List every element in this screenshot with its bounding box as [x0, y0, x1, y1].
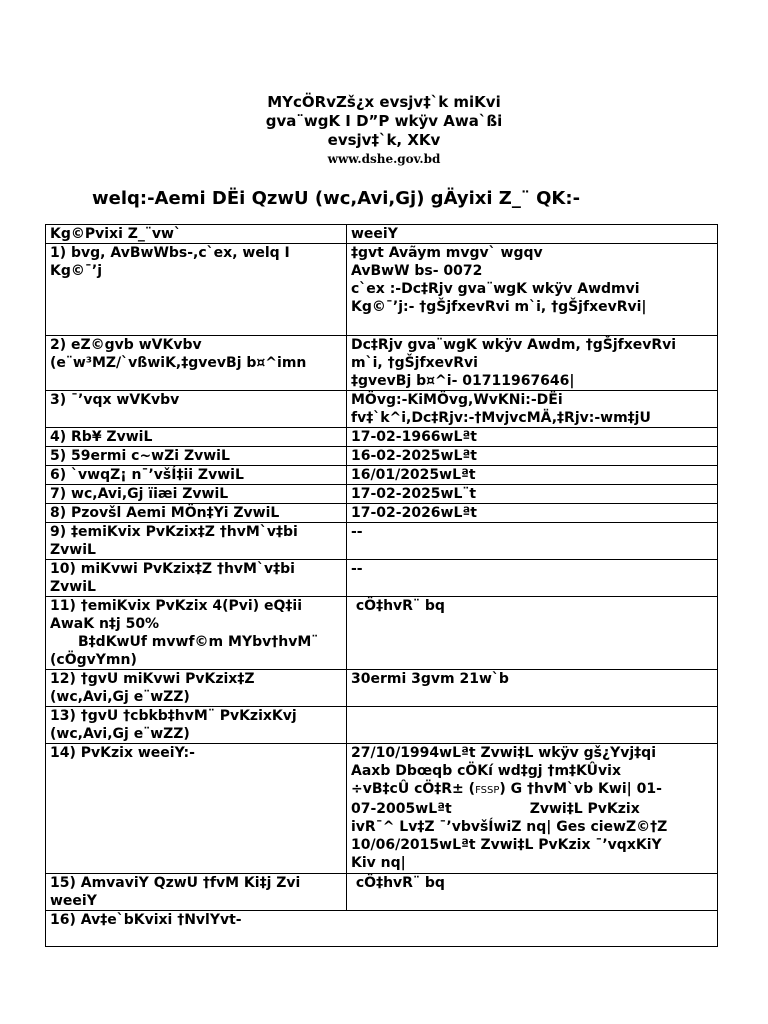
table-row — [46, 447, 718, 466]
header-cell-details: weeiY — [347, 225, 718, 244]
row-label: 5) 59ermi c~wZi ZvwiL — [46, 447, 347, 466]
row-value: ‡gvt Avãym mvgv` wgqv AvBwW bs- 0072 c`ex :-Dc‡Rjv gva¨wgK wkÿv Awdmvi Kg©¯’j:- †gŠjfxevRvi m`i, †gŠjfxevRvi| — [347, 244, 718, 336]
table-row — [46, 707, 718, 744]
row-label: 1) bvg, AvBwWbs-,c`ex, welq I Kg©¯’j — [46, 244, 347, 336]
table-row — [46, 560, 718, 597]
row-label: 3) ¯’vqx wVKvbv — [46, 391, 347, 428]
row-label: 12) †gvU miKvwi PvKzix‡Z (wc,Avi,Gj e¨wZZ) — [46, 670, 347, 707]
header-directorate-line: gva¨wgK I D”P wkÿv Awa`ßi — [265, 112, 503, 130]
header-ministry-line: MYcÖRvZš¿x evsjv‡`k miKvi — [267, 93, 501, 111]
row-value: 17-02-1966wLªt — [347, 428, 718, 447]
employee-info-table — [45, 224, 718, 947]
row-value: 30ermi 3gvm 21w`b — [347, 670, 718, 707]
table-row — [46, 670, 718, 707]
header-website: www.dshe.gov.bd — [327, 152, 441, 166]
row-label: 7) wc,Avi,Gj ïiæi ZvwiL — [46, 485, 347, 504]
row-value — [347, 707, 718, 744]
header-location-line: evsjv‡`k, XKv — [327, 131, 441, 149]
row-value: MÖvg:-KiMÖvg,WvKNi:-DËi fv‡`k^i,Dc‡Rjv:-†MvjvcMÄ,‡Rjv:-wm‡jU — [347, 391, 718, 428]
table-row — [46, 428, 718, 447]
row-label: 14) PvKzix weeiY:- — [46, 744, 347, 874]
row-value: -- — [347, 523, 718, 560]
table-row — [46, 485, 718, 504]
table-row — [46, 336, 718, 391]
table-row — [46, 504, 718, 523]
row-value: cÖ‡hvR¨ bq — [347, 597, 718, 670]
table-row — [46, 911, 718, 947]
table-row — [46, 597, 718, 670]
row-value: -- — [347, 560, 718, 597]
row-value: 17-02-2026wLªt — [347, 504, 718, 523]
subject-line: welq:-Aemi DËi QzwU (wc,Avi,Gj) gÄyixi Z_¨ QK:- — [92, 188, 581, 209]
row-value: 16-02-2025wLªt — [347, 447, 718, 466]
row-label: 4) Rb¥ ZvwiL — [46, 428, 347, 447]
row-value: 16/01/2025wLªt — [347, 466, 718, 485]
row-label: 13) †gvU †cbkb‡hvM¨ PvKzixKvj (wc,Avi,Gj e¨wZZ) — [46, 707, 347, 744]
row-value: Dc‡Rjv gva¨wgK wkÿv Awdm, †gŠjfxevRvi m`i, †gŠjfxevRvi ‡gvevBj b¤^i- 01711967646| — [347, 336, 718, 391]
header-cell-info: Kg©Pvixi Z_¨vw` — [46, 225, 347, 244]
table-row — [46, 523, 718, 560]
row-label: 15) AmvaviY QzwU †fvM Ki‡j Zvi weeiY — [46, 874, 347, 911]
table-header-row — [46, 225, 718, 244]
row-label: 9) ‡emiKvix PvKzix‡Z †hvM`v‡bi ZvwiL — [46, 523, 347, 560]
row-value: 27/10/1994wLªt Zvwi‡L wkÿv gš¿Yvj‡qi Aaxb Dbœqb cÖKí wd‡gj †m‡KÛvix ÷vB‡cÛ cÖ‡R± (FSSP) G †hvM`vb Kwi| 01- 07-2005wLªt Zvwi‡L PvKzix ivR¯^ Lv‡Z ¯’vbvšÍwiZ nq| Ges ciewZ©†Z 10/06/2015wLªt Zvwi‡L PvKzix ¯’vqxKiY Kiv nq| — [347, 744, 718, 874]
row-label: 10) miKvwi PvKzix‡Z †hvM`v‡bi ZvwiL — [46, 560, 347, 597]
row-label: 2) eZ©gvb wVKvbv (e¨w³MZ/`vßwiK,‡gvevBj b¤^imn — [46, 336, 347, 391]
row-label: 11) †emiKvix PvKzix 4(Pvi) eQ‡ii AwaK n‡j 50% B‡dKwUf mvwf©m MYbv†hvM¨ (cÖgvYmn) — [46, 597, 347, 670]
table-row — [46, 744, 718, 874]
row-label: 6) `vwqZ¡ n¯’všÍ‡ii ZvwiL — [46, 466, 347, 485]
office-header — [0, 93, 768, 168]
table-row — [46, 874, 718, 911]
row-value: 17-02-2025wL¨t — [347, 485, 718, 504]
table-row — [46, 391, 718, 428]
table-row — [46, 466, 718, 485]
declaration-cell: 16) Av‡e`bKvixi †NvlYvt- — [46, 911, 718, 947]
table-row — [46, 244, 718, 336]
row-value: cÖ‡hvR¨ bq — [347, 874, 718, 911]
row-label: 8) Pzovšl Aemi MÖn‡Yi ZvwiL — [46, 504, 347, 523]
